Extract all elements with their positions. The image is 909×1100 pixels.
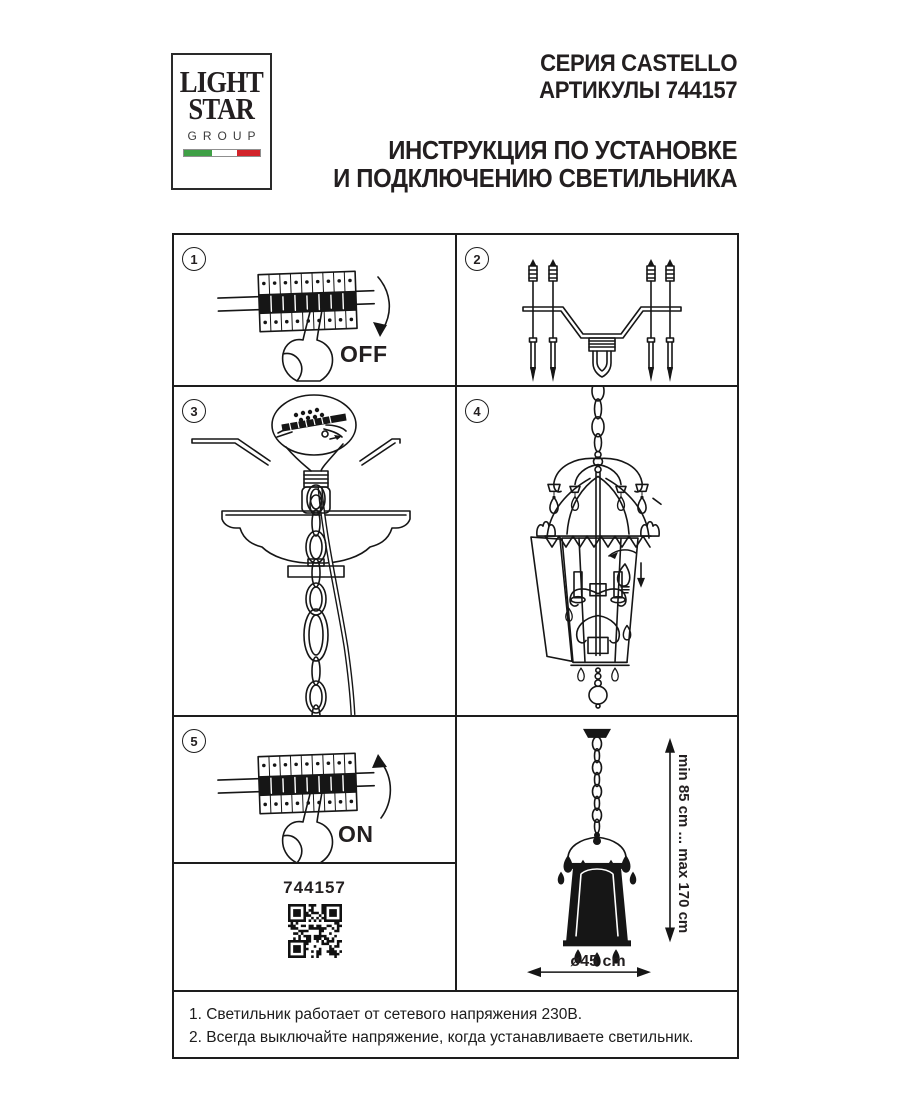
note-1: 1. Светильник работает от сетевого напряжения 230В. <box>189 1006 583 1023</box>
step-1-cell <box>174 235 457 387</box>
step-2-number: 2 <box>465 247 489 271</box>
dimensions-cell <box>457 717 737 992</box>
chandelier-illustration <box>457 387 737 715</box>
step-5-number: 5 <box>182 729 206 753</box>
article-number: 744157 <box>283 878 346 897</box>
step-4-number: 4 <box>465 399 489 423</box>
dimensions-illustration <box>457 717 737 990</box>
off-label: OFF <box>340 341 388 367</box>
logo-word-star: STAR <box>188 91 255 126</box>
step-2-cell <box>457 235 737 387</box>
qr-code-icon <box>288 904 342 958</box>
page-title-line1: ИНСТРУКЦИЯ ПО УСТАНОВКЕ <box>387 135 737 165</box>
page-title-line2: И ПОДКЛЮЧЕНИЮ СВЕТИЛЬНИКА <box>332 163 737 193</box>
breaker-off-illustration <box>174 235 455 385</box>
logo-word-group: GROUP <box>187 129 262 143</box>
logo-word-light: LIGHT <box>179 64 264 99</box>
notes-cell <box>174 992 737 1057</box>
breaker-on-illustration <box>174 717 455 862</box>
flag-white <box>212 150 236 156</box>
step-3-cell <box>174 387 457 717</box>
bracket-illustration <box>457 235 737 385</box>
step-3-number: 3 <box>182 399 206 423</box>
lightstar-logo <box>171 53 272 190</box>
flag-green <box>184 150 213 156</box>
series-title: СЕРИЯ CASTELLO <box>539 50 737 77</box>
qr-code <box>288 904 342 958</box>
step-5-cell <box>174 717 457 864</box>
article-title: АРТИКУЛЫ 744157 <box>538 77 737 104</box>
flag-red <box>237 150 260 156</box>
canopy-chain-illustration <box>174 387 455 715</box>
step-1-number: 1 <box>182 247 206 271</box>
diameter-label: ø45 cm <box>570 953 626 970</box>
qr-cell <box>174 864 457 992</box>
on-label: ON <box>338 821 374 847</box>
document-header <box>333 50 737 192</box>
step-4-cell <box>457 387 737 717</box>
italian-flag-bar <box>183 149 261 157</box>
instruction-table <box>172 233 739 1059</box>
height-range-label: min 85 cm ... max 170 cm <box>675 754 692 934</box>
note-2: 2. Всегда выключайте напряжение, когда устанавливаете светильник. <box>189 1028 694 1046</box>
